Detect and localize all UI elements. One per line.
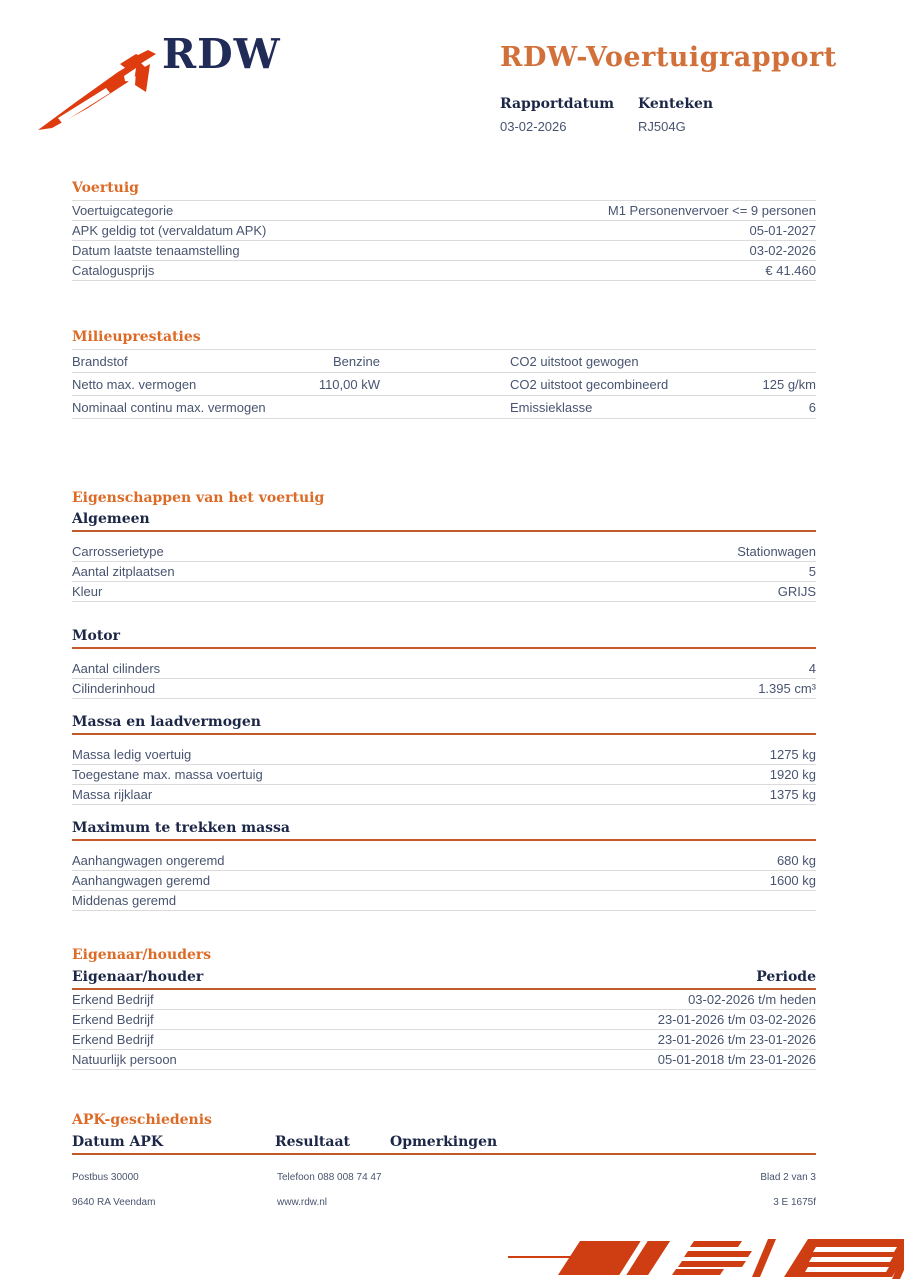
subsection-massa (72, 714, 816, 805)
owner-value: Erkend Bedrijf (72, 1012, 154, 1027)
row-value-left: 110,00 kW (318, 376, 380, 392)
subsection-title: Algemeen (72, 511, 816, 532)
milieu-table (72, 349, 816, 419)
subsection-title: Massa en laadvermogen (72, 714, 816, 735)
table-row (72, 201, 816, 221)
motor-table (72, 653, 816, 699)
column-header-apk-result: Resultaat (275, 1134, 350, 1150)
row-label-left: Netto max. vermogen (72, 376, 197, 392)
row-label: Toegestane max. massa voertuig (72, 767, 263, 782)
section-eigenaar-houders (72, 947, 816, 1070)
row-value: 1375 kg (769, 787, 816, 802)
row-label: Datum laatste tenaamstelling (72, 243, 240, 258)
table-row (72, 1010, 816, 1030)
footer-doc-code: 3 E 1675f (773, 1197, 816, 1208)
row-label: Aantal cilinders (72, 661, 161, 676)
row-value: GRIJS (777, 584, 816, 599)
owners-table (72, 990, 816, 1070)
column-header-apk-remarks: Opmerkingen (390, 1134, 498, 1150)
subsection-trekken-massa (72, 820, 816, 911)
apk-table-header (72, 1134, 816, 1155)
row-value: € 41.460 (765, 263, 816, 278)
section-voertuig (72, 180, 816, 281)
subsection-title: Motor (72, 628, 816, 649)
table-row (72, 582, 816, 602)
column-header-period: Periode (756, 969, 816, 985)
row-label: Voertuigcategorie (72, 203, 174, 218)
trekken-massa-table (72, 845, 816, 911)
owner-value: Natuurlijk persoon (72, 1052, 177, 1067)
page-footer (72, 1172, 816, 1208)
row-label: Massa ledig voertuig (72, 747, 192, 762)
table-row (72, 396, 816, 419)
row-label: Carrosserietype (72, 544, 164, 559)
massa-table (72, 739, 816, 805)
subsection-algemeen (72, 511, 816, 602)
row-label: Massa rijklaar (72, 787, 153, 802)
report-date-value: 03-02-2026 (500, 119, 567, 134)
footer-website: www.rdw.nl (277, 1197, 328, 1208)
section-title: Milieuprestaties (72, 329, 201, 345)
table-row (72, 261, 816, 281)
subsection-motor (72, 628, 816, 699)
table-row (72, 891, 816, 911)
row-label-left: Brandstof (72, 353, 128, 369)
plate-label: Kenteken (638, 96, 714, 112)
table-row (72, 1050, 816, 1070)
rdw-stripes-graphic (500, 1237, 904, 1280)
row-value-right: 125 g/km (762, 376, 816, 392)
row-value: 4 (808, 661, 816, 676)
plate-value: RJ504G (638, 119, 686, 134)
footer-page-indicator: Blad 2 van 3 (760, 1172, 816, 1183)
period-value: 23-01-2026 t/m 03-02-2026 (657, 1012, 816, 1027)
table-row (72, 745, 816, 765)
row-label: Middenas geremd (72, 893, 177, 908)
column-header-apk-date: Datum APK (72, 1134, 164, 1150)
page-title: RDW-Voertuigrapport (500, 42, 837, 73)
section-title: Eigenaar/houders (72, 947, 212, 963)
table-row (72, 659, 816, 679)
owner-value: Erkend Bedrijf (72, 1032, 154, 1047)
row-label-right: CO2 uitstoot gecombineerd (510, 376, 669, 392)
table-row (72, 241, 816, 261)
section-title: Voertuig (72, 180, 139, 196)
row-value: Stationwagen (737, 544, 816, 559)
row-value-right: 6 (808, 399, 816, 415)
voertuig-table (72, 200, 816, 281)
section-milieuprestaties (72, 329, 816, 419)
row-label-right: CO2 uitstoot gewogen (510, 353, 639, 369)
table-row (72, 221, 816, 241)
table-row (72, 785, 816, 805)
section-title: APK-geschiedenis (72, 1112, 212, 1128)
table-row (72, 871, 816, 891)
period-value: 05-01-2018 t/m 23-01-2026 (657, 1052, 816, 1067)
row-value: M1 Personenvervoer <= 9 personen (607, 203, 816, 218)
table-row (72, 373, 816, 396)
report-meta (500, 96, 776, 134)
table-row (72, 851, 816, 871)
row-label: Aanhangwagen ongeremd (72, 853, 225, 868)
stripes-icon (500, 1237, 904, 1280)
owner-value: Erkend Bedrijf (72, 992, 154, 1007)
row-label: Cilinderinhoud (72, 681, 156, 696)
table-row (72, 990, 816, 1010)
table-row (72, 350, 816, 373)
row-label: Kleur (72, 584, 103, 599)
row-value: 1600 kg (769, 873, 816, 888)
section-eigenschappen-title: Eigenschappen van het voertuig (72, 490, 325, 506)
row-value: 5 (808, 564, 816, 579)
footer-phone: Telefoon 088 008 74 47 (277, 1172, 382, 1183)
table-row (72, 1030, 816, 1050)
table-row (72, 562, 816, 582)
row-label: Aanhangwagen geremd (72, 873, 211, 888)
rdw-logo (32, 48, 162, 143)
column-header-owner: Eigenaar/houder (72, 969, 204, 985)
row-value: 03-02-2026 (749, 243, 816, 258)
row-label: Aantal zitplaatsen (72, 564, 175, 579)
row-label: Catalogusprijs (72, 263, 155, 278)
row-value: 05-01-2027 (749, 223, 816, 238)
row-label: APK geldig tot (vervaldatum APK) (72, 223, 267, 238)
algemeen-table (72, 536, 816, 602)
subsection-title: Maximum te trekken massa (72, 820, 816, 841)
table-row (72, 542, 816, 562)
report-date-label: Rapportdatum (500, 96, 615, 112)
period-value: 03-02-2026 t/m heden (688, 992, 816, 1007)
row-value: 1920 kg (769, 767, 816, 782)
row-value: 680 kg (776, 853, 816, 868)
footer-address-line2: 9640 RA Veendam (72, 1197, 156, 1208)
row-value: 1.395 cm³ (758, 681, 816, 696)
period-value: 23-01-2026 t/m 23-01-2026 (657, 1032, 816, 1047)
row-value: 1275 kg (769, 747, 816, 762)
row-value-left: Benzine (333, 353, 380, 369)
row-label-right: Emissieklasse (510, 399, 593, 415)
table-row (72, 765, 816, 785)
logo-text: RDW (162, 30, 281, 78)
table-row (72, 679, 816, 699)
owners-table-header (72, 969, 816, 990)
section-apk-geschiedenis (72, 1112, 816, 1155)
footer-address-line1: Postbus 30000 (72, 1172, 139, 1183)
rdw-feather-icon (32, 48, 162, 143)
row-label-left: Nominaal continu max. vermogen (72, 399, 266, 415)
